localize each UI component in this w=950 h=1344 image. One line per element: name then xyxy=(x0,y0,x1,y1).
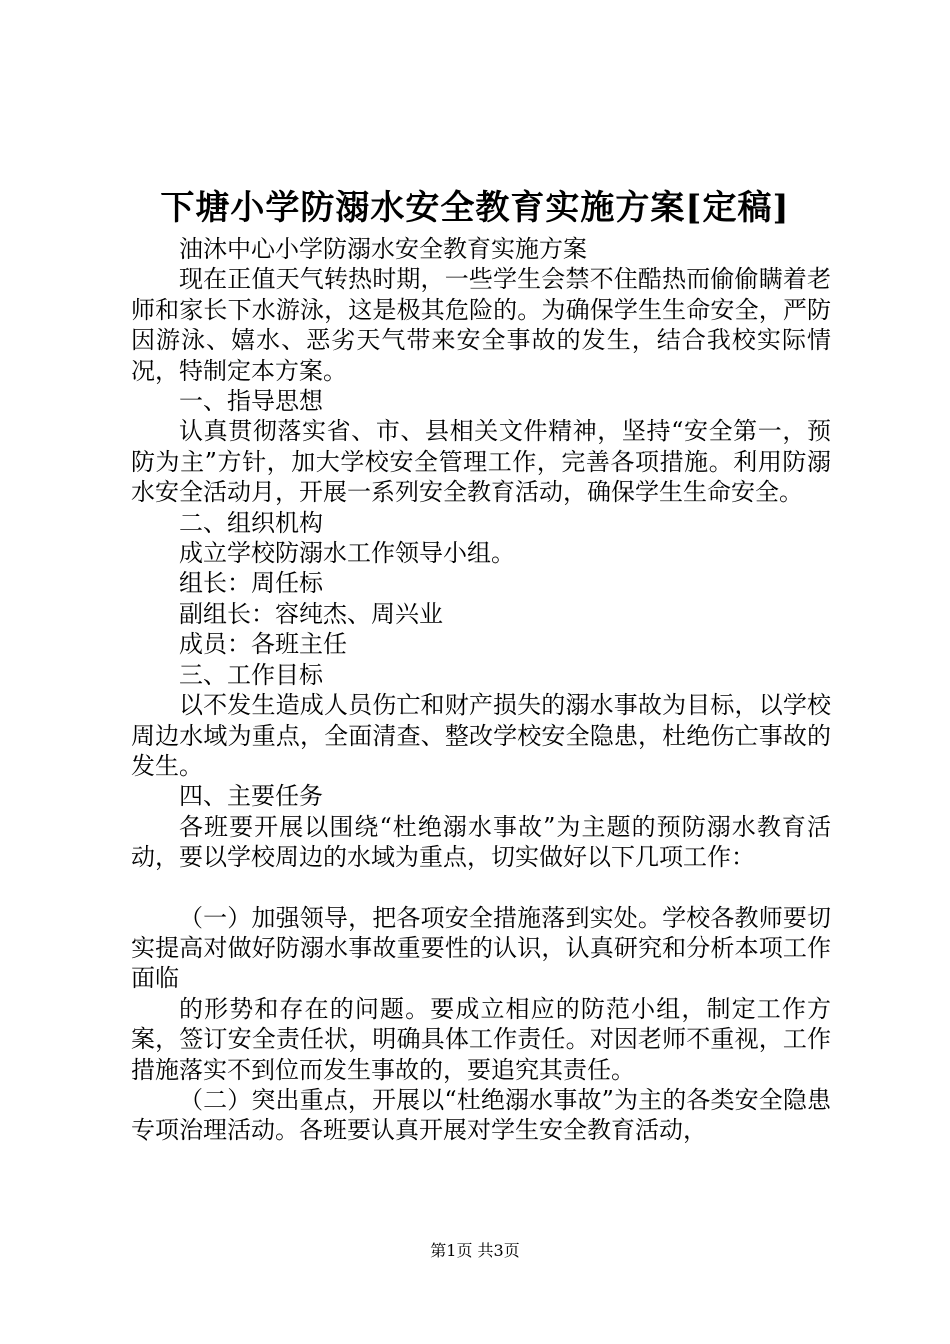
paragraph-work-goals: 以不发生造成人员伤亡和财产损失的溺水事故为目标，以学校周边水域为重点，全面清查、整改学校安全隐患，杜绝伤亡事故的发生。 xyxy=(131,691,831,780)
document-body xyxy=(131,234,831,1146)
paragraph-task-one-continued: 的形势和存在的问题。要成立相应的防范小组，制定工作方案，签订安全责任状，明确具体工作责任。对因老师不重视，工作措施落实不到位而发生事故的，要追究其责任。 xyxy=(131,994,831,1084)
section-heading-organization: 二、组织机构 xyxy=(179,508,323,537)
section-heading-main-tasks: 四、主要任务 xyxy=(179,782,323,811)
paragraph-subtitle: 油沐中心小学防溺水安全教育实施方案 xyxy=(179,235,587,263)
paragraph-task-two: （二）突出重点，开展以“杜绝溺水事故”为主的各类安全隐患专项治理活动。各班要认真开展对学生安全教育活动， xyxy=(131,1085,831,1145)
paragraph-main-tasks: 各班要开展以围绕“杜绝溺水事故”为主题的预防溺水教育活动，要以学校周边的水域为重点，切实做好以下几项工作： xyxy=(131,812,831,872)
section-heading-work-goals: 三、工作目标 xyxy=(179,660,323,689)
page-footer: 第1页 共3页 xyxy=(430,1241,520,1260)
paragraph-members: 成员：各班主任 xyxy=(179,630,347,659)
document-title: 下塘小学防溺水安全教育实施方案[定稿] xyxy=(160,188,790,228)
section-heading-guiding-ideology: 一、指导思想 xyxy=(179,387,323,416)
paragraph-task-one: （一）加强领导，把各项安全措施落到实处。学校各教师要切实提高对做好防溺水事故重要性的认识，认真研究和分析本项工作面临 xyxy=(131,903,831,993)
paragraph-guiding-ideology: 认真贯彻落实省、市、县相关文件精神，坚持“安全第一，预防为主”方针，加大学校安全管理工作，完善各项措施。利用防溺水安全活动月，开展一系列安全教育活动，确保学生生命安全。 xyxy=(131,417,831,507)
paragraph-intro: 现在正值天气转热时期，一些学生会禁不住酷热而偷偷瞒着老师和家长下水游泳，这是极其危险的。为确保学生生命安全，严防因游泳、嬉水、恶劣天气带来安全事故的发生，结合我校实际情况，特制定本方案。 xyxy=(131,265,831,385)
paragraph-organization: 成立学校防溺水工作领导小组。 xyxy=(179,539,515,568)
paragraph-leader: 组长：周任标 xyxy=(179,569,323,598)
paragraph-deputy-leader: 副组长：容纯杰、周兴业 xyxy=(179,599,443,628)
